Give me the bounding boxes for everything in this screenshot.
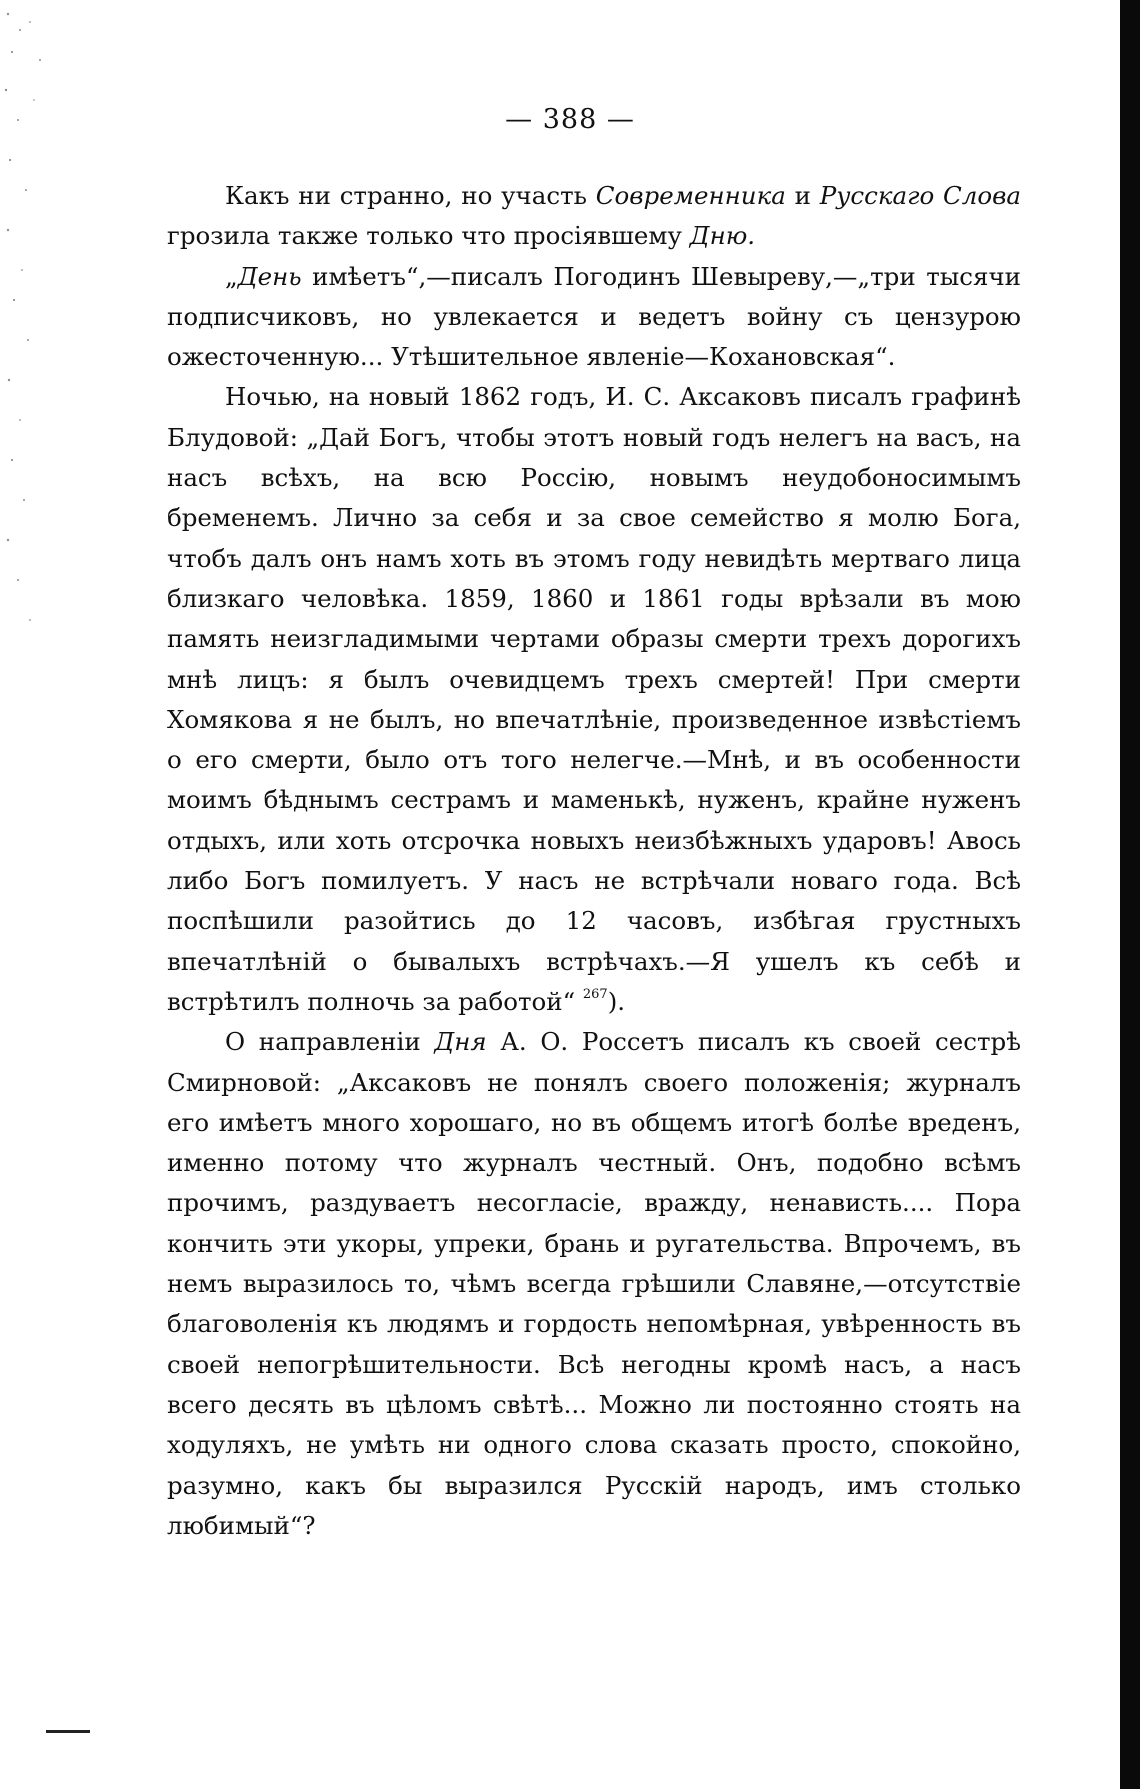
italic-title-text: Дню.	[689, 221, 756, 251]
italic-title-text: Дня	[434, 1027, 487, 1057]
margin-rule-mark	[46, 1730, 90, 1733]
paragraph	[167, 377, 1021, 1022]
italic-title-text: День	[237, 261, 302, 291]
body-text	[167, 176, 1021, 1546]
page-edge-shadow	[1120, 0, 1140, 1789]
text-segment: и	[785, 181, 820, 210]
text-segment: ).	[607, 986, 626, 1016]
margin-speckle-decoration	[0, 0, 70, 680]
footnote-reference: 267	[582, 986, 608, 1002]
page-number: — 388 —	[505, 104, 635, 135]
text-segment: А. О. Россетъ писалъ къ своей сестрѣ Смирновой: „Аксаковъ не понялъ своего положенія; журналъ его имѣетъ много хорошаго, но въ общемъ итогѣ болѣе вреденъ, именно потому что журналъ честный. Онъ, подобно всѣмъ прочимъ, раздуваетъ несогласіе, вражду, ненависть.... Пора кончить эти укоры, упреки, брань и ругательства. Впрочемъ, въ немъ выразилось то, чѣмъ всегда грѣшили Славяне,—отсутствіе благоволенія къ людямъ и гордость непомѣрная, увѣренность въ своей непогрѣшительности. Всѣ негодны кромѣ насъ, а насъ всего десять въ цѣломъ свѣтѣ... Можно ли постоянно стоять на ходуляхъ, не умѣть ни одного слова сказать просто, спокойно, разумно, какъ бы выразился Русскій народъ, имъ столько любимый“?	[167, 1027, 1021, 1540]
italic-title-text: Современника	[595, 181, 786, 210]
paragraph	[167, 1022, 1021, 1546]
italic-title-text: Русскаго Слова	[819, 181, 1021, 210]
text-segment: грозила также только что просіявшему	[167, 221, 690, 251]
text-segment: имѣетъ“,—писалъ Погодинъ Шевыреву,—„три тысячи подписчиковъ, но увлекается и ведетъ войну съ цензурою ожесточенную... Утѣшительное явленіе—Кохановская“.	[167, 261, 1021, 372]
text-segment: О направленіи	[225, 1027, 435, 1057]
text-segment: Какъ ни странно, но участь	[225, 181, 596, 210]
text-segment: Ночью, на новый 1862 годъ, И. С. Аксаковъ писалъ графинѣ Блудовой: „Дай Богъ, чтобы этотъ новый годъ нелегъ на васъ, на насъ всѣхъ, на всю Россію, новымъ неудобоносимымъ бременемъ. Лично за себя и за свое семейство я молю Бога, чтобъ далъ онъ намъ хоть въ этомъ году невидѣть мертваго лица близкаго человѣка. 1859, 1860 и 1861 годы врѣзали въ мою память неизгладимыми чертами образы смерти трехъ дорогихъ мнѣ лицъ: я былъ очевидцемъ трехъ смертей! При смерти Хомякова я не былъ, но впечатлѣніе, произведенное извѣстіемъ о его смерти, было отъ того нелегче.—Мнѣ, и въ особенности моимъ бѣднымъ сестрамъ и маменькѣ, нуженъ, крайне нуженъ отдыхъ, или хоть отсрочка новыхъ неизбѣжныхъ ударовъ! Авось либо Богъ помилуетъ. У насъ не встрѣчали новаго года. Всѣ поспѣшили разойтись до 12 часовъ, избѣгая грустныхъ впечатлѣній о бывалыхъ встрѣчахъ.—Я ушелъ къ себѣ и встрѣтилъ полночь за работой“	[167, 382, 1021, 1016]
paragraph	[167, 257, 1021, 378]
text-segment: „	[225, 261, 238, 291]
paragraph	[167, 176, 1021, 257]
